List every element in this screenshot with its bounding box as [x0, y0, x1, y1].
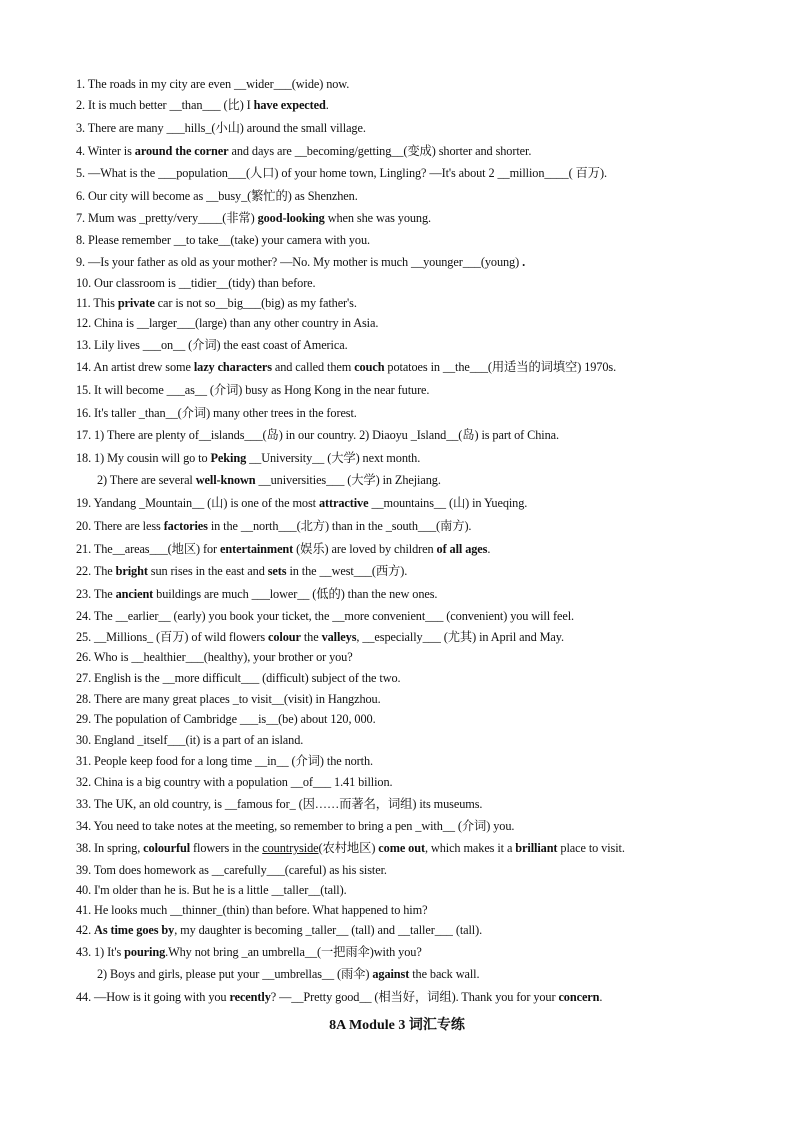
worksheet-heading: 8A Module 3 词汇专练	[329, 1018, 465, 1033]
text-segment: 43. 1) It's	[76, 945, 125, 959]
exercise-line	[76, 691, 734, 707]
exercise-line	[76, 495, 734, 511]
bold-text: bright	[115, 564, 148, 578]
exercise-line	[76, 753, 734, 769]
bold-text: valleys	[321, 630, 357, 644]
bold-text: Peking	[210, 451, 247, 465]
text-segment: 4. Winter is	[76, 144, 135, 158]
exercise-line	[76, 188, 734, 204]
bold-text: colour	[268, 630, 301, 644]
exercise-line	[76, 120, 734, 136]
exercise-line	[76, 382, 734, 398]
text-segment: in the __north___(北方) than in the _south___(南方).	[207, 519, 472, 533]
exercise-line	[76, 315, 734, 331]
text-segment: 10. Our classroom is __tidier__(tidy) than before.	[76, 276, 316, 290]
bold-text: around the corner	[134, 144, 229, 158]
exercise-line	[76, 922, 734, 938]
exercise-line	[76, 629, 734, 645]
text-segment: 11. This	[76, 296, 118, 310]
text-segment: buildings are much ___lower__ (低的) than the new ones.	[153, 587, 438, 601]
bold-text: good-looking	[257, 211, 325, 225]
text-segment: 2) There are several	[97, 473, 196, 487]
text-segment: 5. —What is the ___population___(人口) of your home town, Lingling? —It's about 2 __million____( 百万).	[76, 166, 607, 180]
exercise-line	[76, 275, 734, 291]
bold-text: private	[117, 296, 155, 310]
text-segment: 13. Lily lives ___on__ (介词) the east coast of America.	[76, 338, 348, 352]
exercise-line	[76, 774, 734, 790]
text-segment: potatoes in __the___(用适当的词填空) 1970s.	[384, 360, 617, 374]
text-segment: 44. —How is it going with you	[76, 990, 230, 1004]
text-segment: 8. Please remember __to take__(take) your camera with you.	[76, 233, 370, 247]
bold-text: attractive	[318, 496, 369, 510]
exercise-line	[76, 882, 734, 898]
text-segment: place to visit.	[557, 841, 625, 855]
text-segment: , my daughter is becoming _taller__ (tall) and __taller___ (tall).	[174, 923, 483, 937]
text-segment: 30. England _itself___(it) is a part of an island.	[76, 733, 304, 747]
exercise-line	[76, 818, 734, 834]
exercise-line	[76, 359, 734, 375]
exercise-line	[76, 711, 734, 727]
text-segment: 24. The __earlier__ (early) you book your ticket, the __more convenient___ (convenient) you will feel.	[76, 609, 575, 623]
exercise-line	[76, 254, 734, 270]
text-segment: __universities___ (大学) in Zhejiang.	[255, 473, 441, 487]
bold-text: have expected	[253, 98, 326, 112]
exercise-line	[76, 143, 734, 159]
exercise-line	[76, 337, 734, 353]
text-segment: 38. In spring,	[76, 841, 144, 855]
bold-text: ancient	[115, 587, 154, 601]
text-segment: .	[599, 990, 603, 1004]
bold-text: come out	[378, 841, 425, 855]
text-segment: in the __west___(西方).	[286, 564, 408, 578]
exercise-line	[76, 97, 734, 113]
exercise-line	[76, 989, 734, 1005]
text-segment: 16. It's taller _than__(介词) many other trees in the forest.	[76, 406, 357, 420]
bold-text: against	[372, 967, 410, 981]
exercise-line	[76, 902, 734, 918]
text-segment: ? —__Pretty good__ (相当好，词组). Thank you for your	[270, 990, 559, 1004]
exercise-line	[76, 518, 734, 534]
text-segment: 7. Mum was _pretty/very____(非常)	[76, 211, 258, 225]
exercise-line	[76, 427, 734, 443]
text-segment: when she was young.	[324, 211, 431, 225]
text-segment: 12. China is __larger___(large) than any other country in Asia.	[76, 316, 379, 330]
exercise-line	[76, 76, 734, 92]
underlined-text: countryside	[262, 841, 319, 855]
text-segment: 17. 1) There are plenty of__islands___(岛) in our country. 2) Diaoyu _Island__(岛) is part of China.	[76, 428, 559, 442]
exercise-line	[76, 541, 734, 557]
text-segment: 32. China is a big country with a population __of___ 1.41 billion.	[76, 775, 393, 789]
text-segment: the back wall.	[409, 967, 480, 981]
text-segment: __mountains__ (山) in Yueqing.	[368, 496, 528, 510]
text-segment: 14. An artist drew some	[76, 360, 194, 374]
bold-text: As time goes by	[94, 923, 175, 937]
bold-text: .	[522, 255, 526, 269]
text-segment: 2) Boys and girls, please put your __umbrellas__ (雨伞)	[97, 967, 373, 981]
text-segment: 9. —Is your father as old as your mother? —No. My mother is much __younger___(young)	[76, 255, 523, 269]
bold-text: factories	[163, 519, 208, 533]
text-segment: .Why not bring _an umbrella__(一把雨伞)with you?	[165, 945, 422, 959]
text-segment: 39. Tom does homework as __carefully___(careful) as his sister.	[76, 863, 387, 877]
text-segment: 31. People keep food for a long time __in__ (介词) the north.	[76, 754, 374, 768]
exercise-line	[76, 649, 734, 665]
text-segment: (娱乐) are loved by children	[293, 542, 437, 556]
exercise-line	[76, 232, 734, 248]
text-segment: .	[325, 98, 329, 112]
text-segment: 22. The	[76, 564, 116, 578]
bold-text: of all ages	[436, 542, 488, 556]
text-segment: 27. English is the __more difficult___ (difficult) subject of the two.	[76, 671, 401, 685]
bold-text: well-known	[195, 473, 256, 487]
text-segment: 34. You need to take notes at the meeting, so remember to bring a pen _with__ (介词) you.	[76, 819, 515, 833]
exercise-line	[76, 944, 734, 960]
text-segment: 15. It will become ___as__ (介词) busy as Hong Kong in the near future.	[76, 383, 430, 397]
bold-text: sets	[267, 564, 287, 578]
text-segment: and days are __becoming/getting__(变成) shorter and shorter.	[228, 144, 532, 158]
bold-text: colourful	[143, 841, 191, 855]
exercise-line	[76, 670, 734, 686]
bold-text: couch	[354, 360, 385, 374]
text-segment: sun rises in the east and	[147, 564, 268, 578]
text-segment: 1. The roads in my city are even __wider___(wide) now.	[76, 77, 350, 91]
text-segment: flowers in the	[190, 841, 263, 855]
text-segment: , __especially___ (尤其) in April and May.	[356, 630, 565, 644]
text-segment: and called them	[271, 360, 355, 374]
exercise-line	[76, 295, 734, 311]
bold-text: pouring	[124, 945, 166, 959]
bold-text: recently	[229, 990, 271, 1004]
exercise-line	[97, 472, 734, 488]
text-segment: , which makes it a	[424, 841, 516, 855]
text-segment: 18. 1) My cousin will go to	[76, 451, 211, 465]
text-segment: 42.	[76, 923, 95, 937]
exercise-line	[76, 165, 734, 181]
text-segment: 40. I'm older than he is. But he is a little __taller__(tall).	[76, 883, 347, 897]
exercise-line	[76, 210, 734, 226]
exercise-line	[76, 862, 734, 878]
exercise-line	[76, 405, 734, 421]
text-segment: 41. He looks much __thinner_(thin) than before. What happened to him?	[76, 903, 428, 917]
text-segment: 26. Who is __healthier___(healthy), your brother or you?	[76, 650, 353, 664]
exercise-line	[97, 966, 734, 982]
exercise-line	[76, 732, 734, 748]
exercise-line	[76, 586, 734, 602]
text-segment: 23. The	[76, 587, 116, 601]
text-segment: 28. There are many great places _to visit__(visit) in Hangzhou.	[76, 692, 381, 706]
text-segment: 25. __Millions_ (百万) of wild flowers	[76, 630, 269, 644]
exercise-line	[76, 840, 734, 856]
bold-text: entertainment	[220, 542, 294, 556]
text-segment: 20. There are less	[76, 519, 164, 533]
text-segment: 21. The__areas___(地区) for	[76, 542, 221, 556]
text-segment: 29. The population of Cambridge ___is__(be) about 120, 000.	[76, 712, 376, 726]
text-segment: (农村地区)	[318, 841, 379, 855]
text-segment: 6. Our city will become as __busy_(繁忙的) as Shenzhen.	[76, 189, 358, 203]
text-segment: 3. There are many ___hills_(小山) around the small village.	[76, 121, 366, 135]
exercise-line	[76, 608, 734, 624]
text-segment: car is not so__big___(big) as my father's.	[154, 296, 357, 310]
exercise-line	[76, 796, 734, 812]
bold-text: brilliant	[515, 841, 558, 855]
text-segment: 33. The UK, an old country, is __famous for_ (因……而著名，词组) its museums.	[76, 797, 483, 811]
exercise-line	[76, 563, 734, 579]
text-segment: .	[487, 542, 491, 556]
bold-text: concern	[558, 990, 600, 1004]
text-segment: __University__ (大学) next month.	[246, 451, 421, 465]
exercise-line	[76, 450, 734, 466]
bold-text: lazy characters	[193, 360, 272, 374]
text-segment: the	[300, 630, 322, 644]
text-segment: 19. Yandang _Mountain__ (山) is one of the most	[76, 496, 319, 510]
text-segment: 2. It is much better __than___ (比) I	[76, 98, 254, 112]
